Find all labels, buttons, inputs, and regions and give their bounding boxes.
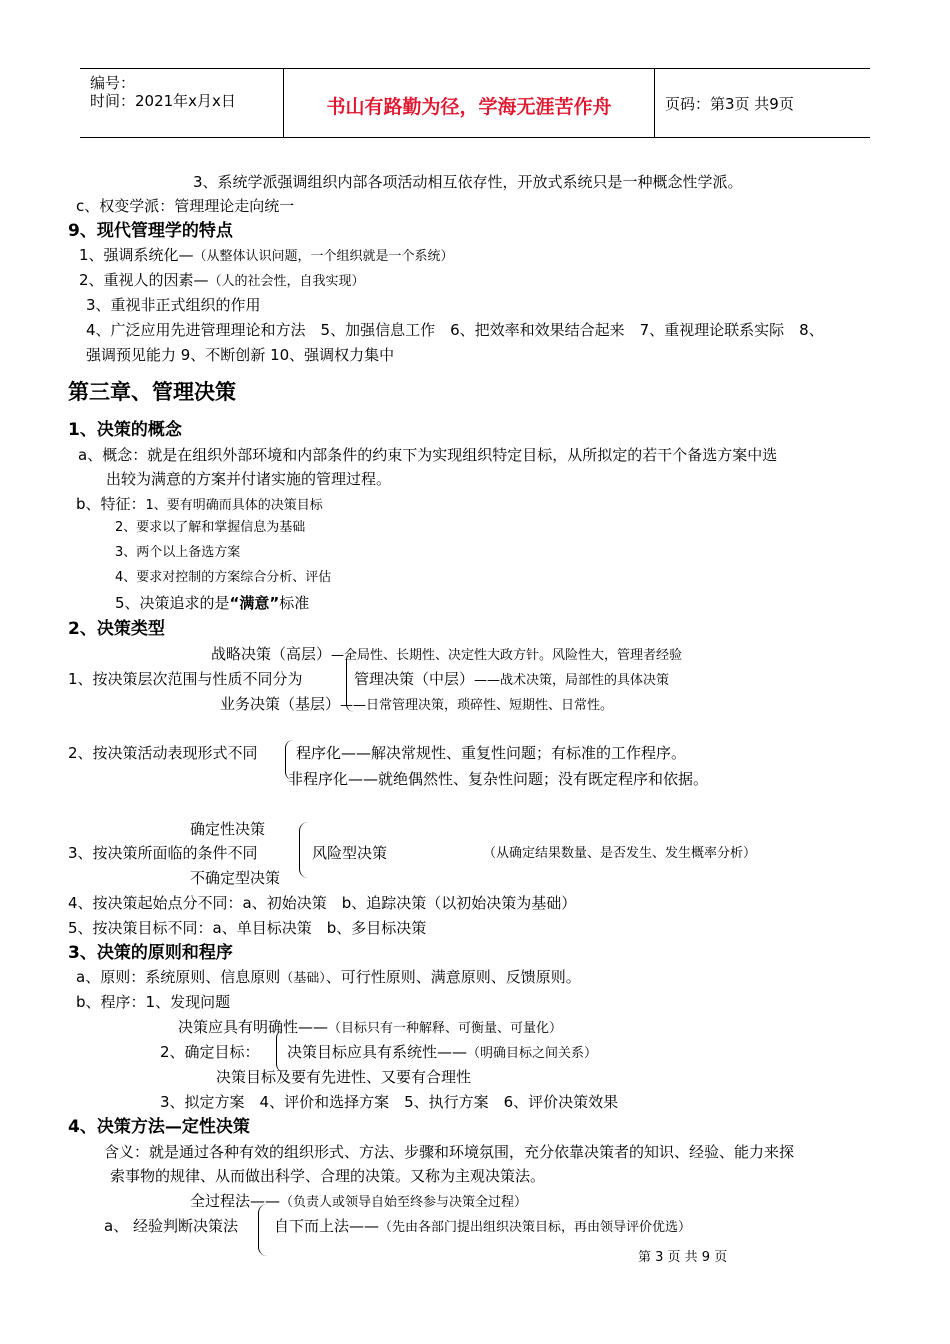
trait-1 xyxy=(76,494,323,515)
type3-risk: 风险型决策 xyxy=(312,844,388,862)
chapter-title: 第三章、管理决策 xyxy=(68,380,236,404)
concept-line-2: 出较为满意的方案并付诸实施的管理过程。 xyxy=(106,470,392,488)
goal-brace xyxy=(276,1030,284,1072)
line-systems-school: 3、系统学派强调组织内部各项活动相互依存性，开放式系统只是一种概念性学派。 xyxy=(193,173,743,191)
header-motto: 书山有路勤为径，学海无涯苦作舟 xyxy=(326,96,612,118)
type1-operational-label: 业务决策（基层） xyxy=(220,695,341,713)
method-whole-process xyxy=(190,1191,527,1212)
type3-brace xyxy=(299,822,308,878)
trait-5-emphasis: “满意” xyxy=(229,594,280,612)
heading-qualitative: 4、决策方法—定性决策 xyxy=(68,1117,250,1137)
feature-4-8: 4、广泛应用先进管理理论和方法 5、加强信息工作 6、把效率和效果结合起来 7、重视理论联系实际 8、 xyxy=(86,321,824,339)
goal-clarity-text: 决策应具有明确性—— xyxy=(178,1018,329,1036)
type3-note: （从确定结果数量、是否发生、发生概率分析） xyxy=(483,846,757,861)
feature-2 xyxy=(79,270,365,291)
method-experience: a、 经验判断决策法 xyxy=(104,1217,238,1235)
goal-system xyxy=(287,1042,597,1063)
feature-2-text: 2、重视人的因素— xyxy=(79,271,209,289)
feature-8-10: 强调预见能力 9、不断创新 10、强调权力集中 xyxy=(86,346,395,364)
method-whole-process-text: 全过程法—— xyxy=(190,1192,281,1210)
feature-1-note: （从整体认识问题，一个组织就是一个系统） xyxy=(193,249,454,264)
trait-5-end: 标准 xyxy=(279,594,310,612)
header-page-info: 页码：第3页 共9页 xyxy=(665,95,794,113)
type1-label: 1、按决策层次范围与性质不同分为 xyxy=(68,670,303,688)
principles-line xyxy=(76,967,581,988)
page-footer: 第 3 页 共 9 页 xyxy=(638,1250,728,1265)
feature-1 xyxy=(79,245,454,266)
heading-decision-concept: 1、决策的概念 xyxy=(68,420,182,440)
line-contingency-school: c、权变学派：管理理论走向统一 xyxy=(76,197,295,215)
type1-strategic xyxy=(211,644,682,665)
goal-advanced: 决策目标及要有先进性、又要有合理性 xyxy=(216,1068,472,1086)
trait-1-text: 1、要有明确而具体的决策目标 xyxy=(145,498,323,513)
type1-strategic-note: —全局性、长期性、决定性大政方针。风险性大，管理者经验 xyxy=(331,648,683,663)
type3-uncertain: 不确定型决策 xyxy=(190,869,281,887)
goal-system-text: 决策目标应具有系统性—— xyxy=(287,1043,468,1061)
principles-note: （基础） xyxy=(280,971,326,986)
type1-management xyxy=(354,669,669,690)
type1-management-label: 管理决策（中层） xyxy=(354,670,475,688)
page-header xyxy=(80,68,870,138)
method-brace xyxy=(258,1204,267,1256)
procedure-steps-3-6: 3、拟定方案 4、评价和选择方案 5、执行方案 6、评价决策效果 xyxy=(160,1093,619,1111)
goal-clarity-note: （目标只有一种解释、可衡量、可量化） xyxy=(328,1021,563,1036)
type2-nonprogrammed: 非程序化——就绝偶然性、复杂性问题；没有既定程序和依据。 xyxy=(288,770,709,788)
feature-1-text: 1、强调系统化— xyxy=(79,246,194,264)
type1-operational-note: ——日常管理决策，琐碎性、短期性、日常性。 xyxy=(340,698,614,713)
method-bottom-up-note: （先由各部门提出组织决策目标，再由领导评价优选） xyxy=(379,1220,692,1235)
type2-programmed: 程序化——解决常规性、重复性问题；有标准的工作程序。 xyxy=(296,744,687,762)
type3-label: 3、按决策所面临的条件不同 xyxy=(68,844,258,862)
concept-line-1: a、概念：就是在组织外部环境和内部条件的约束下为实现组织特定目标，从所拟定的若干个备选方案中选 xyxy=(78,446,778,464)
serial-label: 编号： xyxy=(90,74,136,92)
method-whole-process-note: （负责人或领导自始至终参与决策全过程） xyxy=(280,1195,528,1210)
heading-decision-types: 2、决策类型 xyxy=(68,619,165,639)
method-bottom-up xyxy=(274,1216,691,1237)
principles-rest: 、可行性原则、满意原则、反馈原则。 xyxy=(325,968,581,986)
heading-modern-features: 9、现代管理学的特点 xyxy=(68,221,233,241)
procedure-step-2: 2、确定目标： xyxy=(160,1043,260,1061)
trait-5-text: 5、决策追求的是 xyxy=(115,594,230,612)
trait-3: 3、两个以上备选方案 xyxy=(115,545,241,560)
type4: 4、按决策起始点分不同：a、初始决策 b、追踪决策（以初始决策为基础） xyxy=(68,894,577,912)
goal-system-note: （明确目标之间关系） xyxy=(467,1046,598,1061)
header-motto-cell xyxy=(284,69,655,137)
heading-principles: 3、决策的原则和程序 xyxy=(68,943,233,963)
goal-clarity xyxy=(178,1017,562,1038)
type1-operational xyxy=(220,694,613,715)
header-date: 时间：2021年x月x日 xyxy=(90,92,236,110)
trait-label: b、特征： xyxy=(76,495,146,513)
qualitative-def-2: 索事物的规律、从而做出科学、合理的决策。又称为主观决策法。 xyxy=(110,1167,546,1185)
type3-certain: 确定性决策 xyxy=(190,820,266,838)
feature-2-note: （人的社会性，自我实现） xyxy=(208,274,365,289)
trait-4: 4、要求对控制的方案综合分析、评估 xyxy=(115,570,332,585)
trait-5 xyxy=(115,593,309,613)
qualitative-def-1: 含义：就是通过各种有效的组织形式、方法、步骤和环境氛围，充分依靠决策者的知识、经验、能力来探 xyxy=(104,1143,795,1161)
header-meta-cell xyxy=(80,69,284,137)
type2-label: 2、按决策活动表现形式不同 xyxy=(68,744,258,762)
feature-3: 3、重视非正式组织的作用 xyxy=(86,296,261,314)
type1-strategic-label: 战略决策（高层） xyxy=(211,645,332,663)
type5: 5、按决策目标不同：a、单目标决策 b、多目标决策 xyxy=(68,919,427,937)
method-bottom-up-text: 自下而上法—— xyxy=(274,1217,380,1235)
trait-2: 2、要求以了解和掌握信息为基础 xyxy=(115,520,306,535)
procedure-step-1: b、程序：1、发现问题 xyxy=(76,993,231,1011)
header-page-cell xyxy=(655,69,870,137)
principles-text: a、原则：系统原则、信息原则 xyxy=(76,968,281,986)
type1-management-note: ——战术决策，局部性的具体决策 xyxy=(474,673,670,688)
